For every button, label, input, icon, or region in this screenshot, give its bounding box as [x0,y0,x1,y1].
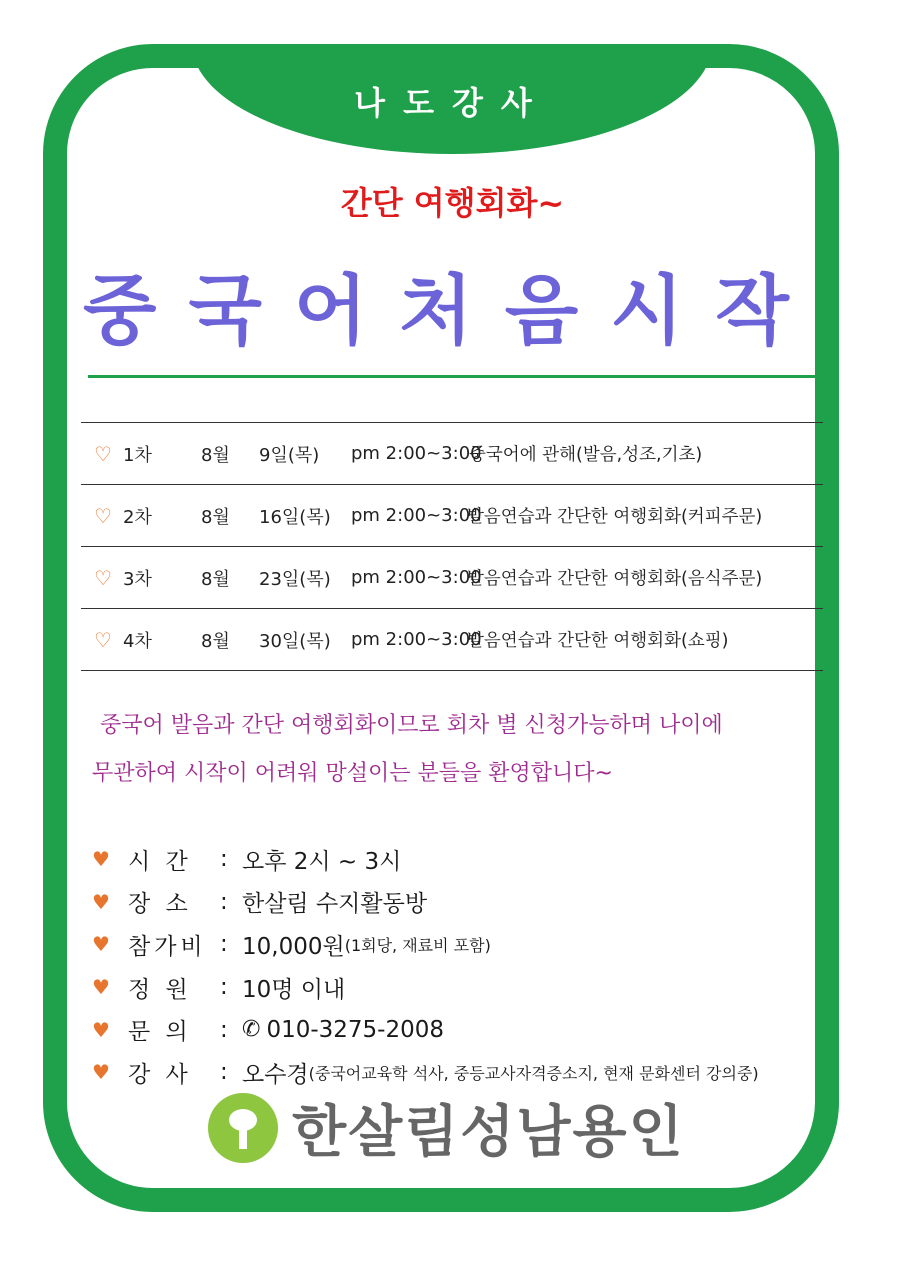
description: 발음연습과 간단한 여행회화(쇼핑) [467,631,729,651]
heart-icon: ♥ [92,1060,110,1085]
schedule-row [81,484,823,546]
subtitle: 간단 여행회화~ [340,184,565,222]
info-value: 한살림 수지활동방 [242,891,428,918]
heart-outline-icon: ♡ [94,503,112,528]
month: 8월 [201,568,230,590]
day: 30일(목) [259,630,331,652]
schedule-row [81,422,823,484]
heart-outline-icon: ♡ [94,565,112,590]
info-label: 강 사 [128,1061,192,1088]
heart-outline-icon: ♡ [94,441,112,466]
colon: : [220,1016,228,1043]
intro-line: 무관하여 시작이 어려워 망설이는 분들을 환영합니다~ [92,761,613,786]
phone-number[interactable]: 010-3275-2008 [266,1016,445,1043]
logo-mark-icon [208,1093,278,1163]
description: 발음연습과 간단한 여행회화(커피주문) [467,507,763,527]
info-label: 참가비 [128,933,207,960]
round: 2차 [123,506,152,528]
info-list [92,838,832,1094]
time: pm 2:00~3:00 [351,443,482,464]
month: 8월 [201,506,230,528]
colon: : [220,931,228,958]
phone-icon: ✆ [242,1017,261,1043]
colon: : [220,888,228,915]
intro-line: 중국어 발음과 간단 여행회화이므로 회차 별 신청가능하며 나이에 [100,713,723,738]
info-label: 문 의 [128,1019,192,1046]
heart-icon: ♥ [92,975,110,1000]
title-divider [88,375,815,378]
heart-outline-icon: ♡ [94,627,112,652]
info-value: 10,000원 [242,933,345,960]
info-item-capacity [92,966,832,1009]
intro-text [92,702,812,798]
day: 9일(목) [259,444,320,466]
info-value: 오수경 [242,1061,309,1088]
logo-text: 한살림성남용인 [292,1100,685,1165]
info-item-contact [92,1008,832,1051]
info-item-time [92,838,832,881]
schedule-table [81,422,823,671]
day: 23일(목) [259,568,331,590]
info-value: 오후 2시 ~ 3시 [242,848,402,875]
day: 16일(목) [259,506,331,528]
info-value: 10명 이내 [242,976,346,1003]
round: 3차 [123,568,152,590]
time: pm 2:00~3:00 [351,567,482,588]
description: 발음연습과 간단한 여행회화(음식주문) [467,569,763,589]
heart-icon: ♥ [92,889,110,914]
info-note: (1회당, 재료비 포함) [344,935,491,955]
page-title: 중국어처음시작 [83,266,821,355]
header-tab: 나도강사 [192,44,712,154]
info-item-fee [92,923,832,966]
hansalim-logo [208,1092,685,1164]
info-label: 정 원 [128,976,192,1003]
heart-icon: ♥ [92,932,110,957]
heart-icon: ♥ [92,1017,110,1042]
description: 중국어에 관해(발음,성조,기초) [469,445,703,465]
colon: : [220,1059,228,1086]
heart-icon: ♥ [92,847,110,872]
info-item-place [92,881,832,924]
info-label: 장 소 [128,891,192,918]
month: 8월 [201,444,230,466]
round: 4차 [123,630,152,652]
schedule-row [81,546,823,608]
colon: : [220,846,228,873]
month: 8월 [201,630,230,652]
info-note: (중국어교육학 석사, 중등교사자격증소지, 현재 문화센터 강의중) [308,1063,759,1083]
round: 1차 [123,444,152,466]
colon: : [220,974,228,1001]
schedule-row [81,608,823,671]
time: pm 2:00~3:00 [351,505,482,526]
time: pm 2:00~3:00 [351,629,482,650]
info-label: 시 간 [128,848,192,875]
